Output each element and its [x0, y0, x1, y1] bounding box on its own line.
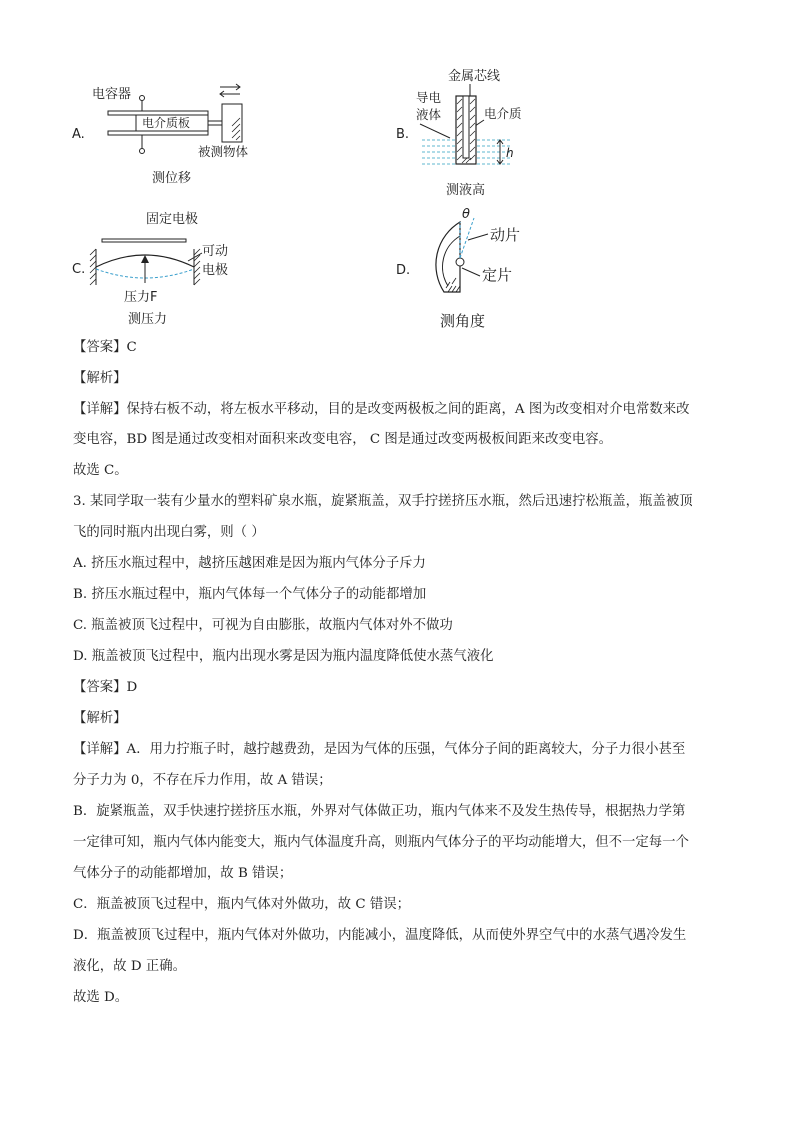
- metal-core: [463, 96, 469, 158]
- q3-detail-a-line-1: 【详解】A．用力拧瓶子时，越拧越费劲，是因为气体的压强，气体分子间的距离较大，分子力很小甚至: [73, 742, 686, 757]
- liquid-label-2: 液体: [416, 107, 442, 122]
- fixed-plate-label: 定片: [482, 266, 513, 284]
- movable-label-1: 可动: [202, 244, 229, 259]
- fixed-electrode: [102, 239, 186, 242]
- figure-c-caption: 测压力: [128, 312, 168, 327]
- figure-c-pressure: [60, 205, 260, 331]
- fixed-plate: [436, 222, 460, 292]
- figure-a-displacement: [60, 78, 290, 190]
- force-arrow-head: [141, 255, 149, 263]
- q3-detail-d-line-1: D．瓶盖被顶飞过程中，瓶内气体对外做功，内能减小，温度降低，从而使外界空气中的水蒸气遇冷发生: [73, 928, 687, 943]
- fixed-pointer: [462, 268, 480, 276]
- q3-stem-line-1: 3. 某同学取一装有少量水的塑料矿泉水瓶，旋紧瓶盖，双手拧搓挤压水瓶，然后迅速拧松瓶盖，瓶盖被顶: [73, 494, 693, 509]
- liquid-pointer: [420, 124, 450, 138]
- measured-object: [222, 104, 242, 142]
- moving-plate-tilted: [460, 218, 474, 258]
- q3-detail-b-line-1: B．旋紧瓶盖，双手快速拧搓挤压水瓶，外界对气体做正功，瓶内气体来不及发生热传导，根据热力学第: [73, 804, 686, 819]
- pivot: [456, 258, 464, 266]
- q3-option-d: D. 瓶盖被顶飞过程中，瓶内出现水雾是因为瓶内温度降低使水蒸气液化: [73, 649, 494, 664]
- figure-d-angle: [390, 200, 550, 336]
- liquid-label-1: 导电: [416, 90, 442, 105]
- capacitor-label: 电容器: [92, 87, 132, 102]
- theta-label: θ: [462, 207, 470, 222]
- motion-arrows: [220, 84, 240, 97]
- core-label: 金属芯线: [448, 69, 501, 84]
- q3-detail-b-line-3: 气体分子的动能都增加，故 B 错误；: [73, 866, 293, 881]
- figure-d-caption: 测角度: [440, 312, 486, 330]
- top-terminal: [140, 96, 145, 101]
- q2-conclusion: 故选 C。: [73, 463, 128, 478]
- q3-detail-b-line-2: 一定律可知，瓶内气体内能变大，瓶内气体温度升高，则瓶内气体分子的平均动能增大，但不一定每一个: [73, 835, 689, 850]
- q3-option-a: A. 挤压水瓶过程中，越挤压越困难是因为瓶内气体分子斥力: [73, 556, 426, 571]
- q2-answer: 【答案】C: [73, 340, 137, 355]
- figure-b-letter: B.: [396, 127, 410, 142]
- q3-analysis-heading: 【解析】: [73, 711, 127, 726]
- moving-pointer: [468, 234, 488, 240]
- movable-label-2: 电极: [202, 263, 229, 278]
- dielectric-label: 电介质板: [142, 116, 191, 130]
- bottom-terminal: [140, 149, 145, 154]
- dielectric-label-b: 电介质: [484, 106, 522, 121]
- fixed-electrode-label: 固定电极: [146, 212, 199, 227]
- q2-analysis-heading: 【解析】: [73, 371, 127, 386]
- figure-a-letter: A.: [72, 127, 85, 142]
- figure-b-liquid-height: [390, 64, 550, 200]
- q3-answer: 【答案】D: [73, 680, 138, 695]
- force-label: 压力F: [124, 290, 158, 305]
- q2-detail-line-1: 【详解】保持右板不动，将左板水平移动，目的是改变两极板之间的距离，A 图为改变相对介电常数来改: [73, 402, 690, 417]
- q3-detail-a-line-2: 分子力为 0，不存在斥力作用，故 A 错误；: [73, 773, 332, 788]
- top-plate: [108, 111, 208, 115]
- figure-a-caption: 测位移: [152, 171, 192, 186]
- q3-detail-c: C．瓶盖被顶飞过程中，瓶内气体对外做功，故 C 错误；: [73, 897, 410, 912]
- left-wall-hatch: [90, 249, 96, 285]
- figure-c-letter: C.: [72, 262, 86, 277]
- height-label: h: [506, 146, 514, 160]
- q3-option-b: B. 挤压水瓶过程中，瓶内气体每一个气体分子的动能都增加: [73, 587, 427, 602]
- q3-stem-line-2: 飞的同时瓶内出现白雾，则（ ）: [73, 525, 265, 540]
- moving-plate-label: 动片: [490, 226, 521, 244]
- figure-d-letter: D.: [396, 263, 411, 278]
- q3-conclusion: 故选 D。: [73, 990, 129, 1005]
- figure-b-caption: 测液高: [446, 183, 486, 198]
- q2-detail-line-2: 变电容，BD 图是通过改变相对面积来改变电容， C 图是通过改变两极板间距来改变电容。: [73, 432, 613, 447]
- object-label: 被测物体: [198, 144, 249, 159]
- q3-option-c: C. 瓶盖被顶飞过程中，可视为自由膨胀，故瓶内气体对外不做功: [73, 618, 453, 633]
- bottom-plate: [108, 131, 208, 135]
- q3-detail-d-line-2: 液化，故 D 正确。: [73, 959, 186, 974]
